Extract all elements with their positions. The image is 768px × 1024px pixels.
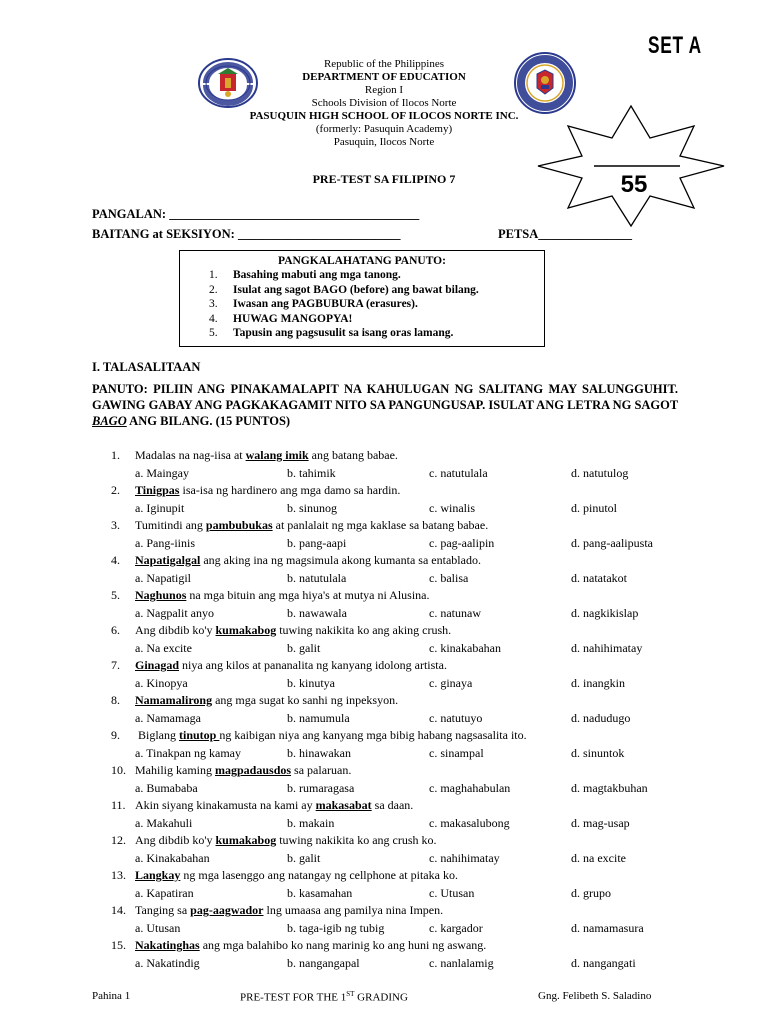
answer-option: b. galit <box>287 850 321 865</box>
answer-option: b. nawawala <box>287 605 347 620</box>
question-text: tuwing nakikita ko ang aking crush. <box>276 623 452 637</box>
answer-option: a. Utusan <box>135 920 181 935</box>
question-number: 2. <box>111 483 120 497</box>
answer-option: a. Nagpalit anyo <box>135 605 214 620</box>
answer-option: d. grupo <box>571 885 611 900</box>
options-row <box>111 535 711 553</box>
options-row <box>111 465 711 483</box>
question-number: 1. <box>111 448 120 462</box>
underlined-keyword: pambubukas <box>205 518 273 532</box>
question-number: 13. <box>111 868 126 882</box>
answer-option: d. nagkikislap <box>571 605 639 620</box>
answer-option: a. Kinakabahan <box>135 850 210 865</box>
question-text: Madalas na nag-iisa at <box>135 448 246 462</box>
answer-option: c. kinakabahan <box>429 640 501 655</box>
question-text: niya ang kilos at pananalita ng kanyang idolong artista. <box>179 658 447 672</box>
question-text: ng mga lasenggo ang natangay ng cellphone at pitaka ko. <box>180 868 458 882</box>
answer-option: d. nangangati <box>571 955 636 970</box>
header-formerly: (formerly: Pasuquin Academy) <box>315 123 453 135</box>
underlined-keyword: tinutop <box>179 728 220 742</box>
underlined-keyword: Namamalirong <box>135 693 213 707</box>
score-star-badge <box>534 104 728 228</box>
underlined-keyword: Nakatinghas <box>135 938 200 952</box>
answer-option: c. natutulala <box>429 465 488 480</box>
options-row <box>111 850 711 868</box>
question-row <box>111 902 711 920</box>
question-number: 11. <box>111 798 126 812</box>
options-row <box>111 955 711 973</box>
answer-option: a. Iginupit <box>135 500 185 515</box>
question-row <box>111 692 711 710</box>
options-row <box>111 710 711 728</box>
header-department: DEPARTMENT OF EDUCATION <box>302 71 466 83</box>
general-instructions-title: PANGKALAHATANG PANUTO: <box>278 255 446 267</box>
test-title: PRE-TEST SA FILIPINO 7 <box>312 172 456 186</box>
question-row <box>111 832 711 850</box>
answer-option: b. nangangapal <box>287 955 360 970</box>
score-value: 55 <box>620 171 648 198</box>
question-row <box>111 657 711 675</box>
instruction-item: 3. Iwasan ang PAGBUBURA (erasures). <box>209 298 418 310</box>
set-label: SET A <box>648 32 702 59</box>
answer-option: c. sinampal <box>429 745 484 760</box>
question-text: Biglang <box>135 728 179 742</box>
question-list <box>111 447 711 972</box>
answer-option: d. na excite <box>571 850 626 865</box>
answer-option: c. balisa <box>429 570 469 585</box>
answer-option: b. kasamahan <box>287 885 353 900</box>
options-row <box>111 570 711 588</box>
question-text: Akin siyang kinakamusta na kami ay <box>135 798 316 812</box>
question-row <box>111 867 711 885</box>
answer-option: c. natutuyo <box>429 710 483 725</box>
header-division: Schools Division of Ilocos Norte <box>311 97 457 109</box>
question-number: 5. <box>111 588 120 602</box>
answer-option: d. natatakot <box>571 570 627 585</box>
question-text: ang mga sugat ko sanhi ng inpeksyon. <box>212 693 399 707</box>
answer-option: d. nahihimatay <box>571 640 643 655</box>
question-row <box>111 797 711 815</box>
answer-option: d. pinutol <box>571 500 618 515</box>
options-row <box>111 640 711 658</box>
answer-option: a. Na excite <box>135 640 192 655</box>
answer-option: c. ginaya <box>429 675 473 690</box>
answer-option: c. nahihimatay <box>429 850 500 865</box>
question-text: tuwing nakikita ko ang crush ko. <box>276 833 437 847</box>
footer-center: PRE-TEST FOR THE 1ST GRADING <box>240 990 408 1004</box>
question-number: 8. <box>111 693 120 707</box>
underlined-keyword: kumakabog <box>215 623 277 637</box>
question-number: 7. <box>111 658 120 672</box>
footer-page: Pahina 1 <box>92 990 131 1002</box>
question-text: Ang dibdib ko'y <box>135 833 216 847</box>
answer-option: b. natutulala <box>287 570 347 585</box>
answer-option: a. Kinopya <box>135 675 188 690</box>
instruction-item: 2. Isulat ang sagot BAGO (before) ang bawat bilang. <box>209 283 479 296</box>
instruction-item: 4. HUWAG MANGOPYA! <box>209 312 353 325</box>
answer-option: d. namamasura <box>571 920 644 935</box>
question-number: 9. <box>111 728 120 742</box>
question-text: Ang dibdib ko'y <box>135 623 216 637</box>
options-row <box>111 815 711 833</box>
question-text: Tumitindi ang <box>135 518 206 532</box>
header-republic: Republic of the Philippines <box>323 58 445 70</box>
instruction-item: 5. Tapusin ang pagsusulit sa isang oras lamang. <box>209 327 454 339</box>
answer-option: c. natunaw <box>429 605 481 620</box>
answer-option: d. natutulog <box>571 465 629 480</box>
question-text: ng kaibigan niya ang kanyang mga bibig habang nagsasalita ito. <box>219 728 527 742</box>
header-address: Pasuquin, Ilocos Norte <box>333 136 435 148</box>
answer-option: b. namumula <box>287 710 350 725</box>
directions-emphasis: BAGO <box>92 414 127 428</box>
grade-section-field[interactable]: BAITANG at SEKSIYON: __________________________ <box>92 227 401 241</box>
underlined-keyword: walang imik <box>245 448 309 462</box>
answer-option: a. Maingay <box>135 465 189 480</box>
answer-option: c. Utusan <box>429 885 475 900</box>
question-text: na mga bituin ang mga hiya's at mutya ni Alusina. <box>186 588 430 602</box>
question-text: Mahilig kaming <box>135 763 215 777</box>
answer-option: a. Napatigil <box>135 570 191 585</box>
name-field[interactable]: PANGALAN: ________________________________________ <box>92 207 420 221</box>
answer-option: d. nadudugo <box>571 710 631 725</box>
answer-option: a. Bumababa <box>135 780 198 795</box>
options-row <box>111 745 711 763</box>
answer-option: b. tahimik <box>287 465 336 480</box>
answer-option: b. hinawakan <box>287 745 351 760</box>
question-number: 15. <box>111 938 126 952</box>
underlined-keyword: Langkay <box>135 868 181 882</box>
question-row <box>111 587 711 605</box>
general-instructions-list <box>180 268 544 341</box>
answer-option: a. Tinakpan ng kamay <box>135 745 241 760</box>
general-instructions-box <box>179 250 545 347</box>
question-row <box>111 727 711 745</box>
header-region: Region I <box>364 84 404 96</box>
underlined-keyword: makasabat <box>315 798 372 812</box>
options-row <box>111 605 711 623</box>
options-row <box>111 780 711 798</box>
question-row <box>111 762 711 780</box>
underlined-keyword: Naghunos <box>135 588 187 602</box>
answer-option: d. mag-usap <box>571 815 630 830</box>
question-text: lng umaasa ang pamilya nina Impen. <box>263 903 444 917</box>
question-row <box>111 482 711 500</box>
answer-option: a. Nakatindig <box>135 955 200 970</box>
question-text: ang batang babae. <box>308 448 398 462</box>
footer-author: Gng. Felibeth S. Saladino <box>538 990 652 1002</box>
answer-option: d. pang-aalipusta <box>571 535 653 550</box>
answer-option: c. winalis <box>429 500 475 515</box>
question-text: at panlalait ng mga kaklase sa batang babae. <box>272 518 489 532</box>
answer-option: b. makain <box>287 815 335 830</box>
underlined-keyword: Tinigpas <box>135 483 180 497</box>
question-number: 4. <box>111 553 120 567</box>
question-number: 3. <box>111 518 120 532</box>
answer-option: b. kinutya <box>287 675 335 690</box>
answer-option: b. rumaragasa <box>287 780 355 795</box>
date-field[interactable]: PETSA_______________ <box>498 227 633 241</box>
question-row <box>111 937 711 955</box>
answer-option: a. Namamaga <box>135 710 201 725</box>
question-number: 14. <box>111 903 126 917</box>
answer-option: d. sinuntok <box>571 745 625 760</box>
underlined-keyword: Ginagad <box>135 658 180 672</box>
answer-option: c. pag-aalipin <box>429 535 495 550</box>
section-directions: PANUTO: PILIIN ANG PINAKAMALAPIT NA KAHULUGAN NG SALITANG MAY SALUNGGUHIT. GAWING GABAY ANG PAGKAKAGAMIT NITO SA PANGUNGUSAP. ISULAT ANG LETRA NG SAGOT BAGO ANG BILANG. (15 PUNTOS) <box>92 382 678 428</box>
question-text: sa daan. <box>371 798 414 812</box>
answer-option: a. Makahuli <box>135 815 193 830</box>
underlined-keyword: pag-aagwador <box>190 903 264 917</box>
answer-option: b. taga-igib ng tubig <box>287 920 385 935</box>
answer-option: a. Pang-iinis <box>135 535 195 550</box>
underlined-keyword: kumakabog <box>215 833 277 847</box>
question-row <box>111 622 711 640</box>
options-row <box>111 675 711 693</box>
answer-option: a. Kapatiran <box>135 885 194 900</box>
answer-option: c. maghahabulan <box>429 780 511 795</box>
section-title: I. TALASALITAAN <box>92 360 201 374</box>
header-school: PASUQUIN HIGH SCHOOL OF ILOCOS NORTE INC. <box>249 110 519 122</box>
underlined-keyword: Napatigalgal <box>135 553 201 567</box>
answer-option: c. makasalubong <box>429 815 510 830</box>
answer-option: b. pang-aapi <box>287 535 347 550</box>
question-row <box>111 552 711 570</box>
question-row <box>111 447 711 465</box>
answer-option: b. galit <box>287 640 321 655</box>
answer-option: d. magtakbuhan <box>571 780 648 795</box>
question-number: 12. <box>111 833 126 847</box>
question-text: isa-isa ng hardinero ang mga damo sa hardin. <box>179 483 401 497</box>
options-row <box>111 500 711 518</box>
options-row <box>111 920 711 938</box>
instruction-item: 1. Basahing mabuti ang mga tanong. <box>209 269 401 281</box>
question-row <box>111 517 711 535</box>
answer-option: c. kargador <box>429 920 483 935</box>
underlined-keyword: magpadausdos <box>215 763 292 777</box>
question-text: ang aking ina ng magsimula akong kumanta sa entablado. <box>200 553 481 567</box>
question-number: 10. <box>111 763 126 777</box>
question-text: ang mga balahibo ko nang marinig ko ang huni ng aswang. <box>199 938 487 952</box>
answer-option: b. sinunog <box>287 500 338 515</box>
options-row <box>111 885 711 903</box>
answer-option: c. nanlalamig <box>429 955 494 970</box>
question-number: 6. <box>111 623 120 637</box>
question-text: Tanging sa <box>135 903 191 917</box>
answer-option: d. inangkin <box>571 675 625 690</box>
question-text: sa palaruan. <box>291 763 352 777</box>
